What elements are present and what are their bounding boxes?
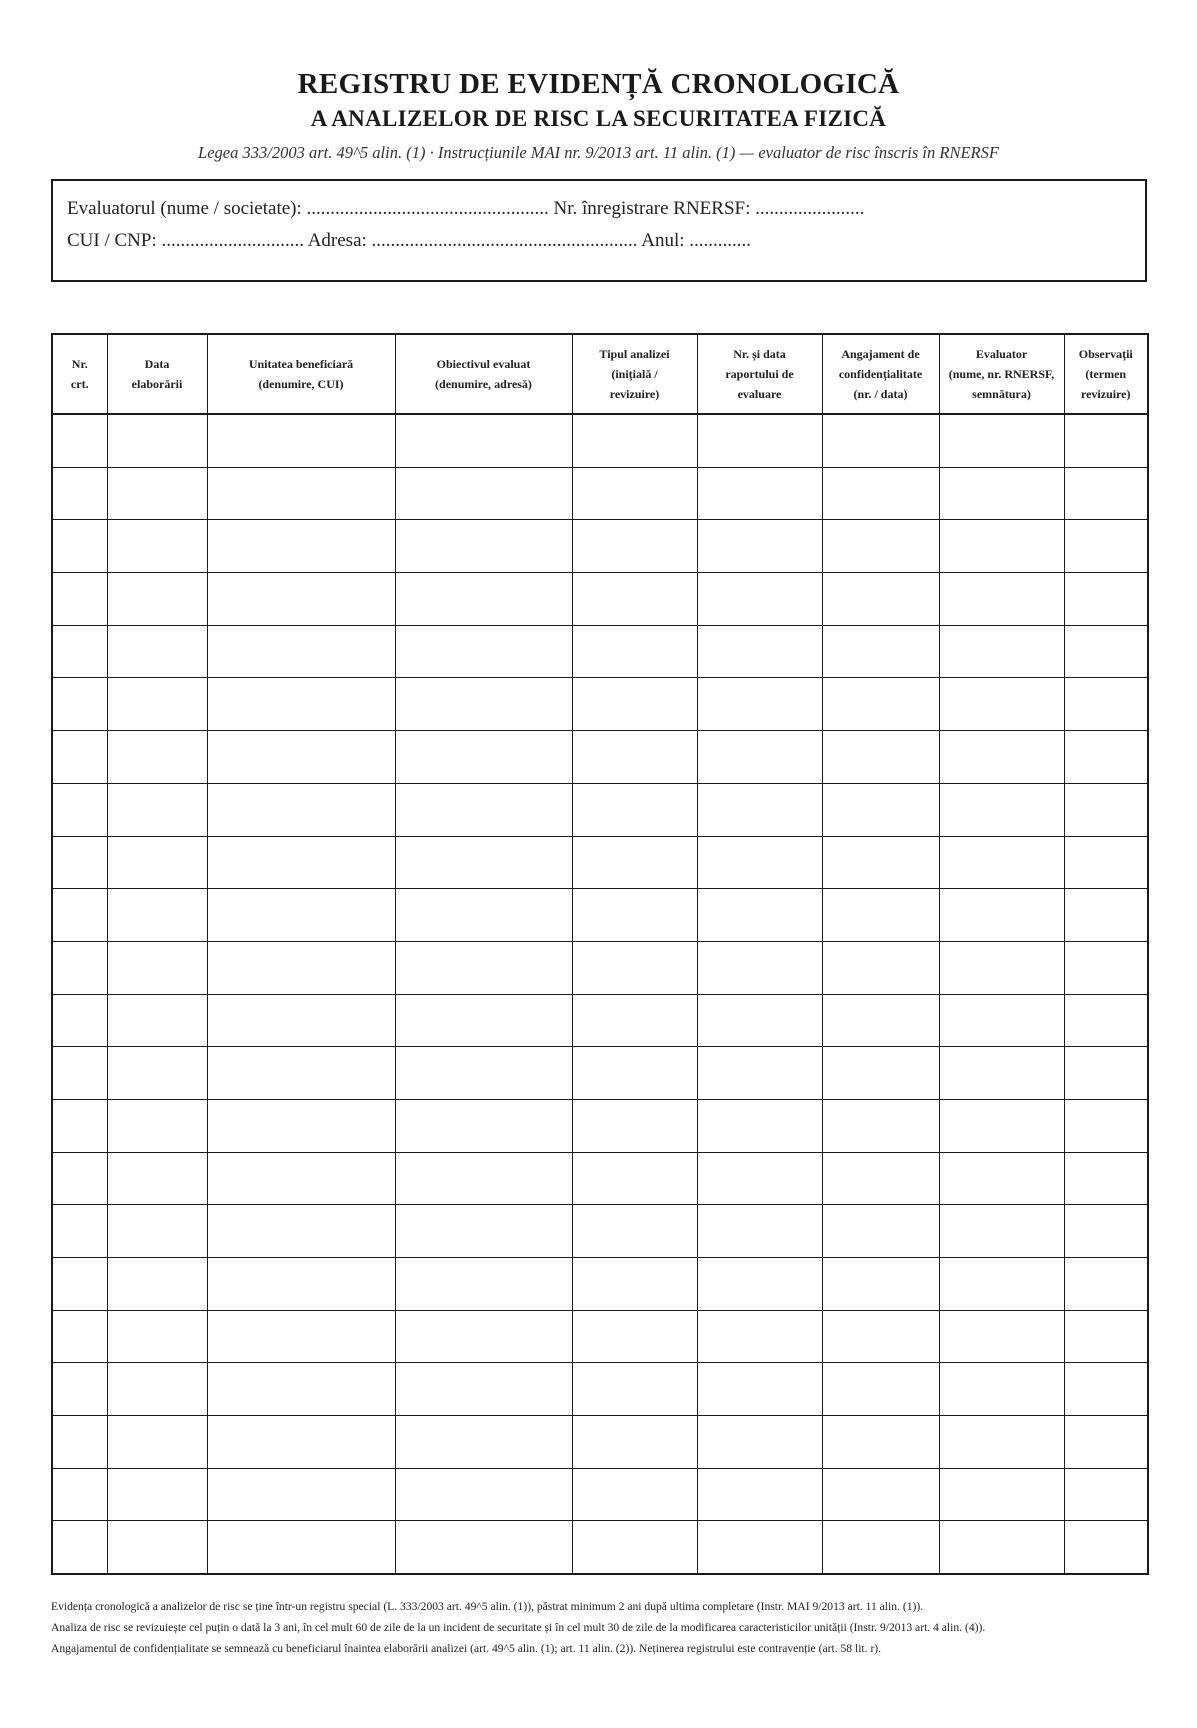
table-cell[interactable]	[1064, 783, 1148, 836]
table-cell[interactable]	[1064, 573, 1148, 626]
table-cell[interactable]	[1064, 1099, 1148, 1152]
table-cell[interactable]	[822, 889, 939, 942]
footer-note: Angajamentul de confidențialitate se semnează cu beneficiarul înaintea elaborării analizei (art. 49^5 alin. (1); art. 11 alin. (2)). Neținerea registrului este contravenție (art. 58 lit. r).	[51, 1642, 882, 1655]
table-row	[52, 1521, 1148, 1574]
table-cell[interactable]	[395, 1258, 572, 1311]
table-row	[52, 1363, 1148, 1416]
column-header: Nr. și data raportului de evaluare	[697, 334, 822, 414]
table-cell[interactable]	[207, 783, 395, 836]
table-cell[interactable]	[697, 1047, 822, 1100]
table-cell[interactable]	[697, 1468, 822, 1521]
table-cell[interactable]	[395, 731, 572, 784]
table-cell[interactable]	[572, 520, 697, 573]
table-cell[interactable]	[207, 520, 395, 573]
table-cell[interactable]	[52, 1152, 107, 1205]
footer-note: Analiza de risc se revizuiește cel puțin o dată la 3 ani, în cel mult 60 de zile de la un incident de securitate și în cel mult 30 de zile de la modificarea caracteristicilor unității (Instr. 9/2013 art. 4 alin. (4)).	[51, 1621, 986, 1634]
table-cell[interactable]	[52, 625, 107, 678]
table-cell[interactable]	[207, 941, 395, 994]
table-cell[interactable]	[1064, 1205, 1148, 1258]
table-row	[52, 994, 1148, 1047]
table-cell[interactable]	[939, 1205, 1064, 1258]
table-cell[interactable]	[1064, 889, 1148, 942]
table-cell[interactable]	[572, 678, 697, 731]
table-cell[interactable]	[572, 941, 697, 994]
table-row	[52, 731, 1148, 784]
table-cell[interactable]	[52, 1363, 107, 1416]
table-row	[52, 467, 1148, 520]
table-cell[interactable]	[52, 1468, 107, 1521]
table-cell[interactable]	[697, 678, 822, 731]
table-cell[interactable]	[395, 678, 572, 731]
table-cell[interactable]	[207, 1363, 395, 1416]
table-cell[interactable]	[52, 941, 107, 994]
table-cell[interactable]	[207, 1152, 395, 1205]
table-cell[interactable]	[107, 1363, 207, 1416]
table-cell[interactable]	[395, 1416, 572, 1469]
table-row	[52, 1468, 1148, 1521]
table-cell[interactable]	[395, 1521, 572, 1574]
table-cell[interactable]	[939, 625, 1064, 678]
table-cell[interactable]	[822, 573, 939, 626]
table-cell[interactable]	[395, 467, 572, 520]
table-cell[interactable]	[207, 1468, 395, 1521]
table-cell[interactable]	[107, 1468, 207, 1521]
table-cell[interactable]	[572, 1047, 697, 1100]
table-cell[interactable]	[1064, 1258, 1148, 1311]
table-cell[interactable]	[52, 1099, 107, 1152]
column-header: Obiectivul evaluat (denumire, adresă)	[395, 334, 572, 414]
table-cell[interactable]	[939, 1521, 1064, 1574]
table-cell[interactable]	[939, 1310, 1064, 1363]
table-cell[interactable]	[822, 520, 939, 573]
table-cell[interactable]	[1064, 1468, 1148, 1521]
table-cell[interactable]	[52, 467, 107, 520]
table-cell[interactable]	[207, 1047, 395, 1100]
table-cell[interactable]	[572, 1310, 697, 1363]
table-cell[interactable]	[395, 1468, 572, 1521]
table-cell[interactable]	[822, 1468, 939, 1521]
table-cell[interactable]	[107, 1205, 207, 1258]
table-cell[interactable]	[822, 1205, 939, 1258]
table-cell[interactable]	[107, 1099, 207, 1152]
table-cell[interactable]	[207, 678, 395, 731]
table-cell[interactable]	[1064, 678, 1148, 731]
table-cell[interactable]	[697, 1099, 822, 1152]
table-cell[interactable]	[939, 1258, 1064, 1311]
table-cell[interactable]	[822, 625, 939, 678]
table-cell[interactable]	[207, 889, 395, 942]
footer-note: Evidența cronologică a analizelor de risc se ține într-un registru special (L. 333/2003 art. 49^5 alin. (1)), păstrat minimum 2 ani după ultima completare (Instr. MAI 9/2013 art. 11 alin. (1)).	[51, 1600, 924, 1613]
evaluator-info-box	[51, 179, 1147, 282]
table-cell[interactable]	[572, 1468, 697, 1521]
table-cell[interactable]	[697, 1205, 822, 1258]
table-cell[interactable]	[822, 836, 939, 889]
table-cell[interactable]	[107, 678, 207, 731]
table-cell[interactable]	[572, 1521, 697, 1574]
table-cell[interactable]	[939, 1416, 1064, 1469]
table-cell[interactable]	[939, 520, 1064, 573]
table-row	[52, 783, 1148, 836]
table-cell[interactable]	[572, 783, 697, 836]
table-cell[interactable]	[822, 941, 939, 994]
table-cell[interactable]	[52, 889, 107, 942]
table-cell[interactable]	[939, 836, 1064, 889]
table-cell[interactable]	[52, 994, 107, 1047]
table-cell[interactable]	[52, 678, 107, 731]
table-cell[interactable]	[822, 1258, 939, 1311]
table-row	[52, 1416, 1148, 1469]
table-cell[interactable]	[107, 520, 207, 573]
table-row	[52, 941, 1148, 994]
table-cell[interactable]	[1064, 625, 1148, 678]
table-cell[interactable]	[939, 678, 1064, 731]
table-cell[interactable]	[107, 625, 207, 678]
table-cell[interactable]	[207, 1099, 395, 1152]
table-cell[interactable]	[939, 467, 1064, 520]
table-cell[interactable]	[395, 625, 572, 678]
table-cell[interactable]	[572, 1416, 697, 1469]
table-cell[interactable]	[1064, 1047, 1148, 1100]
table-cell[interactable]	[207, 836, 395, 889]
table-row	[52, 1205, 1148, 1258]
table-cell[interactable]	[697, 994, 822, 1047]
table-cell[interactable]	[697, 1310, 822, 1363]
column-header: Observații (termen revizuire)	[1064, 334, 1148, 414]
table-cell[interactable]	[697, 1152, 822, 1205]
table-cell[interactable]	[52, 1258, 107, 1311]
table-cell[interactable]	[697, 414, 822, 467]
table-cell[interactable]	[107, 836, 207, 889]
table-cell[interactable]	[395, 573, 572, 626]
table-cell[interactable]	[52, 520, 107, 573]
table-cell[interactable]	[107, 1521, 207, 1574]
table-cell[interactable]	[822, 1416, 939, 1469]
risk-analysis-register-table	[51, 333, 1149, 1575]
table-cell[interactable]	[572, 889, 697, 942]
column-header: Data elaborării	[107, 334, 207, 414]
table-cell[interactable]	[395, 1152, 572, 1205]
table-cell[interactable]	[1064, 836, 1148, 889]
table-cell[interactable]	[107, 467, 207, 520]
table-cell[interactable]	[107, 1152, 207, 1205]
table-cell[interactable]	[572, 625, 697, 678]
table-header-row	[52, 334, 1148, 414]
table-cell[interactable]	[1064, 1310, 1148, 1363]
table-cell[interactable]	[822, 1152, 939, 1205]
table-cell[interactable]	[822, 1363, 939, 1416]
table-cell[interactable]	[52, 414, 107, 467]
legal-reference: Legea 333/2003 art. 49^5 alin. (1) · Instrucțiunile MAI nr. 9/2013 art. 11 alin. (1) — evaluator de risc înscris în RNERSF	[198, 143, 999, 162]
column-header: Nr. crt.	[52, 334, 107, 414]
table-cell[interactable]	[107, 889, 207, 942]
table-row	[52, 1310, 1148, 1363]
table-cell[interactable]	[395, 783, 572, 836]
table-cell[interactable]	[207, 1521, 395, 1574]
table-cell[interactable]	[395, 1205, 572, 1258]
table-row	[52, 836, 1148, 889]
table-cell[interactable]	[822, 1047, 939, 1100]
table-cell[interactable]	[939, 573, 1064, 626]
table-cell[interactable]	[107, 941, 207, 994]
table-cell[interactable]	[52, 1047, 107, 1100]
table-cell[interactable]	[822, 1099, 939, 1152]
table-cell[interactable]	[697, 625, 822, 678]
table-cell[interactable]	[822, 467, 939, 520]
table-row	[52, 573, 1148, 626]
table-cell[interactable]	[697, 467, 822, 520]
table-cell[interactable]	[822, 1521, 939, 1574]
table-cell[interactable]	[822, 783, 939, 836]
table-cell[interactable]	[52, 1205, 107, 1258]
table-cell[interactable]	[52, 731, 107, 784]
table-cell[interactable]	[697, 783, 822, 836]
table-cell[interactable]	[107, 414, 207, 467]
table-cell[interactable]	[52, 1416, 107, 1469]
table-cell[interactable]	[572, 573, 697, 626]
table-cell[interactable]	[207, 467, 395, 520]
table-cell[interactable]	[52, 1521, 107, 1574]
table-cell[interactable]	[697, 1258, 822, 1311]
table-row	[52, 1258, 1148, 1311]
table-cell[interactable]	[939, 731, 1064, 784]
table-row	[52, 1099, 1148, 1152]
table-cell[interactable]	[1064, 467, 1148, 520]
table-cell[interactable]	[822, 994, 939, 1047]
table-cell[interactable]	[1064, 1363, 1148, 1416]
column-header: Tipul analizei (inițială / revizuire)	[572, 334, 697, 414]
table-cell[interactable]	[107, 1416, 207, 1469]
table-cell[interactable]	[395, 1310, 572, 1363]
document-subtitle-title: A ANALIZELOR DE RISC LA SECURITATEA FIZICĂ	[310, 106, 887, 131]
table-cell[interactable]	[939, 889, 1064, 942]
table-cell[interactable]	[1064, 941, 1148, 994]
table-cell[interactable]	[107, 1258, 207, 1311]
table-cell[interactable]	[697, 520, 822, 573]
cui-address-year-field[interactable]: CUI / CNP: .............................. Adresa: ........................................................ Anul: .............	[67, 230, 752, 251]
table-cell[interactable]	[107, 573, 207, 626]
table-cell[interactable]	[395, 520, 572, 573]
table-cell[interactable]	[939, 1363, 1064, 1416]
table-cell[interactable]	[1064, 1521, 1148, 1574]
table-cell[interactable]	[697, 1363, 822, 1416]
column-header: Unitatea beneficiară (denumire, CUI)	[207, 334, 395, 414]
table-cell[interactable]	[207, 994, 395, 1047]
table-cell[interactable]	[52, 836, 107, 889]
table-cell[interactable]	[207, 414, 395, 467]
table-cell[interactable]	[697, 889, 822, 942]
table-cell[interactable]	[939, 783, 1064, 836]
table-cell[interactable]	[822, 678, 939, 731]
table-cell[interactable]	[395, 889, 572, 942]
table-cell[interactable]	[572, 731, 697, 784]
table-cell[interactable]	[697, 836, 822, 889]
table-cell[interactable]	[395, 1047, 572, 1100]
table-cell[interactable]	[107, 783, 207, 836]
document-title: REGISTRU DE EVIDENȚĂ CRONOLOGICĂ	[297, 68, 900, 100]
table-cell[interactable]	[207, 1310, 395, 1363]
table-cell[interactable]	[939, 1468, 1064, 1521]
table-cell[interactable]	[572, 994, 697, 1047]
table-cell[interactable]	[1064, 414, 1148, 467]
table-row	[52, 1047, 1148, 1100]
table-cell[interactable]	[1064, 1416, 1148, 1469]
table-cell[interactable]	[107, 731, 207, 784]
table-cell[interactable]	[822, 731, 939, 784]
table-cell[interactable]	[939, 994, 1064, 1047]
footer-notes	[51, 1596, 1151, 1659]
table-cell[interactable]	[697, 731, 822, 784]
table-cell[interactable]	[822, 1310, 939, 1363]
table-row	[52, 625, 1148, 678]
table-cell[interactable]	[572, 1205, 697, 1258]
table-cell[interactable]	[207, 1416, 395, 1469]
table-cell[interactable]	[207, 573, 395, 626]
table-cell[interactable]	[1064, 731, 1148, 784]
table-cell[interactable]	[52, 573, 107, 626]
table-row	[52, 678, 1148, 731]
table-cell[interactable]	[939, 941, 1064, 994]
table-cell[interactable]	[572, 1152, 697, 1205]
table-cell[interactable]	[207, 731, 395, 784]
table-cell[interactable]	[572, 1099, 697, 1152]
table-cell[interactable]	[572, 1258, 697, 1311]
column-header: Evaluator (nume, nr. RNERSF, semnătura)	[939, 334, 1064, 414]
table-row	[52, 520, 1148, 573]
table-cell[interactable]	[939, 414, 1064, 467]
table-cell[interactable]	[822, 414, 939, 467]
table-row	[52, 414, 1148, 467]
table-cell[interactable]	[107, 994, 207, 1047]
table-cell[interactable]	[107, 1047, 207, 1100]
table-cell[interactable]	[939, 1099, 1064, 1152]
table-cell[interactable]	[939, 1152, 1064, 1205]
table-cell[interactable]	[572, 467, 697, 520]
table-cell[interactable]	[572, 414, 697, 467]
table-cell[interactable]	[572, 1363, 697, 1416]
table-cell[interactable]	[207, 625, 395, 678]
table-cell[interactable]	[395, 994, 572, 1047]
table-cell[interactable]	[107, 1310, 207, 1363]
table-cell[interactable]	[939, 1047, 1064, 1100]
table-cell[interactable]	[697, 1521, 822, 1574]
evaluator-name-registration-field[interactable]: Evaluatorul (nume / societate): ................................................... Nr. înregistrare RNERSF: .......................	[67, 198, 865, 219]
table-cell[interactable]	[697, 573, 822, 626]
table-cell[interactable]	[697, 1416, 822, 1469]
table-cell[interactable]	[52, 1310, 107, 1363]
table-cell[interactable]	[395, 836, 572, 889]
table-cell[interactable]	[1064, 994, 1148, 1047]
table-cell[interactable]	[207, 1205, 395, 1258]
table-cell[interactable]	[697, 941, 822, 994]
table-cell[interactable]	[572, 836, 697, 889]
table-row	[52, 889, 1148, 942]
table-cell[interactable]	[52, 783, 107, 836]
table-cell[interactable]	[395, 1363, 572, 1416]
table-cell[interactable]	[1064, 520, 1148, 573]
table-cell[interactable]	[395, 414, 572, 467]
table-cell[interactable]	[395, 1099, 572, 1152]
table-row	[52, 1152, 1148, 1205]
column-header: Angajament de confidențialitate (nr. / data)	[822, 334, 939, 414]
table-cell[interactable]	[395, 941, 572, 994]
table-cell[interactable]	[207, 1258, 395, 1311]
table-cell[interactable]	[1064, 1152, 1148, 1205]
